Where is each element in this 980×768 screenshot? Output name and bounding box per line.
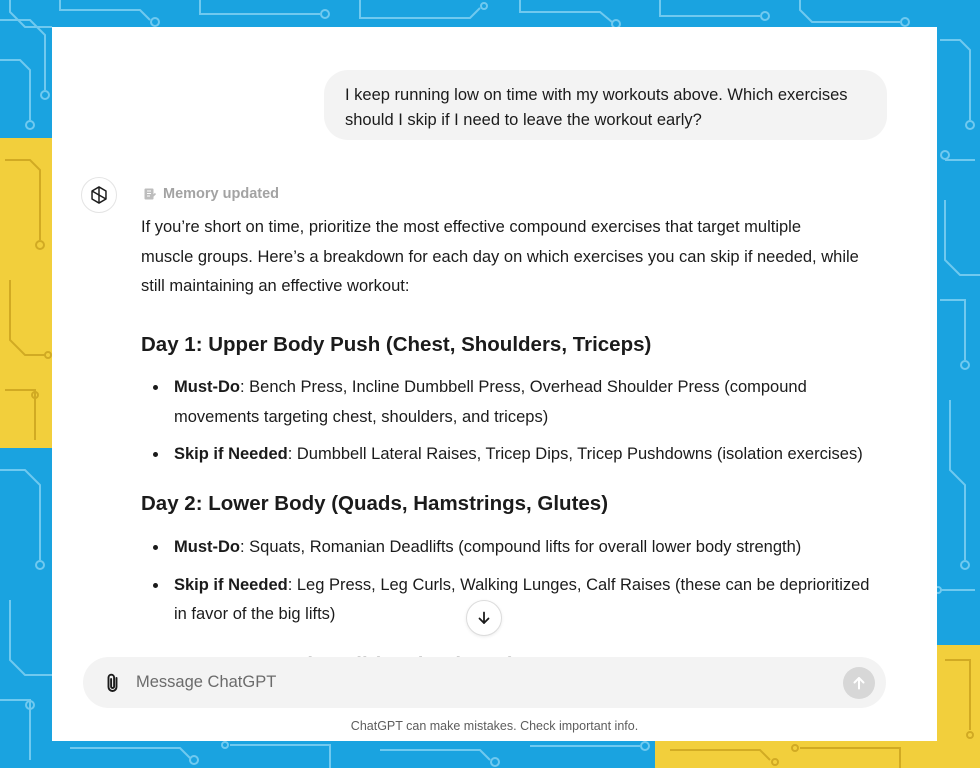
item-text: movements targeting chest, shoulders, and triceps) [174, 407, 549, 426]
item-text: : Dumbbell Lateral Raises, Tricep Dips, Tricep Pushdowns (isolation exercises) [287, 445, 863, 463]
disclaimer-text: ChatGPT can make mistakes. Check important info. [350, 719, 639, 733]
list-item [141, 373, 901, 432]
item-label: Must-Do [174, 538, 240, 556]
scroll-to-bottom-button[interactable] [466, 600, 502, 636]
paperclip-icon [104, 672, 122, 694]
intro-line: still maintaining an effective workout: [141, 277, 410, 295]
arrow-up-icon [851, 675, 867, 691]
item-text: in favor of the big lifts) [174, 605, 336, 623]
assistant-avatar [81, 177, 117, 213]
bullet-list [141, 373, 901, 470]
item-text: : Squats, Romanian Deadlifts (compound lifts for overall lower body strength) [239, 538, 802, 556]
message-composer [83, 657, 886, 708]
list-item [141, 440, 901, 470]
message-input[interactable] [136, 657, 776, 708]
list-item [141, 533, 901, 563]
item-label: Skip if Needed [174, 445, 288, 463]
user-message-line: should I skip if I need to leave the workout early? [345, 111, 702, 129]
memory-updated-label: Memory updated [163, 186, 280, 202]
list-item [141, 571, 901, 630]
response-intro [141, 213, 901, 302]
user-message-bubble [324, 70, 887, 140]
section-heading: Day 1: Upper Body Push (Chest, Shoulders, Triceps) [141, 333, 652, 356]
chat-window [52, 27, 937, 741]
assistant-response [141, 213, 901, 623]
bullet-list [141, 533, 901, 630]
arrow-down-icon [476, 610, 492, 626]
memory-icon [143, 187, 157, 201]
intro-line: If you’re short on time, prioritize the most effective compound exercises that target multiple [141, 218, 801, 236]
attach-button[interactable] [101, 670, 125, 696]
user-message-line: I keep running low on time with my workouts above. Which exercises [345, 86, 848, 104]
item-text: : Bench Press, Incline Dumbbell Press, Overhead Shoulder Press (compound [239, 378, 807, 396]
item-label: Skip if Needed [174, 575, 288, 594]
intro-line: muscle groups. Here’s a breakdown for each day on which exercises you can skip if needed, while [141, 247, 859, 266]
openai-logo-icon [88, 184, 110, 206]
section-heading: Day 2: Lower Body (Quads, Hamstrings, Glutes) [141, 492, 609, 515]
item-label: Must-Do [174, 378, 240, 396]
memory-updated-indicator[interactable] [143, 184, 279, 204]
send-button[interactable] [843, 667, 875, 699]
item-text: : Leg Press, Leg Curls, Walking Lunges, Calf Raises (these can be deprioritized [287, 575, 870, 594]
